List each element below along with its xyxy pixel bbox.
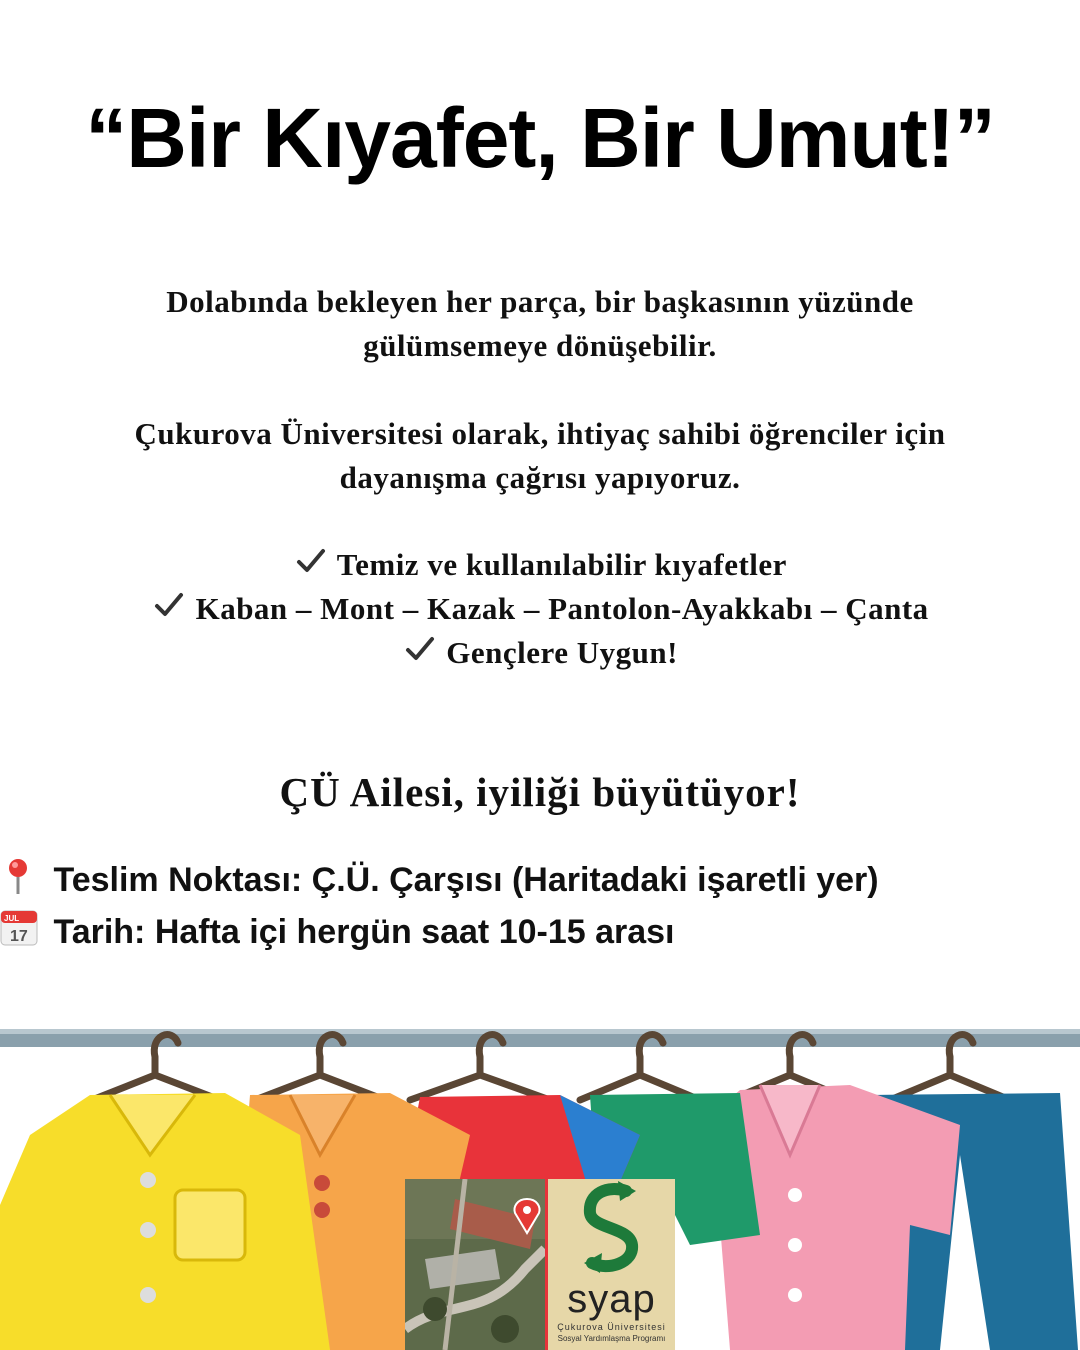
check-mark-icon [402,631,438,675]
checklist-text: Kaban – Mont – Kazak – Pantolon-Ayakkabı – Çanta [195,591,929,626]
logo-wordmark: syap [567,1277,656,1321]
calendar-month-label: JUL [4,914,20,923]
checklist-text: Temiz ve kullanılabilir kıyafetler [336,547,787,582]
motto: ÇÜ Ailesi, iyiliği büyütüyor! [279,769,801,815]
checklist [0,543,1080,675]
calendar-day-label: 17 [10,928,28,945]
call-line-2: dayanışma çağrısı yapıyoruz. [339,460,741,495]
checklist-text: Gençlere Uygun! [446,635,678,670]
check-mark-icon [293,543,329,587]
call-line-1: Çukurova Üniversitesi olarak, ihtiyaç sahibi öğrenciler için [134,416,946,451]
check-mark-icon [151,587,187,631]
checklist-item [0,631,1080,675]
intro-line-2: gülümsemeye dönüşebilir. [363,328,717,363]
logo-subtitle-university: Çukurova Üniversitesi [557,1322,666,1332]
calendar-icon [0,908,44,957]
date-info [0,908,1080,957]
checklist-item [0,587,1080,631]
map-pin-icon [0,856,44,905]
campus-map-thumbnail [405,1179,545,1350]
date-text: Tarih: Hafta içi hergün saat 10-15 arası [53,913,675,951]
logo-subtitle-program: Sosyal Yardımlaşma Programı [557,1334,666,1343]
delivery-text: Teslim Noktası: Ç.Ü. Çarşısı (Haritadaki işaretli yer) [53,861,879,899]
intro-line-1: Dolabında bekleyen her parça, bir başkasının yüzünde [166,284,914,319]
intro-text [0,280,1080,368]
delivery-point [0,856,1080,905]
page-title: “Bir Kıyafet, Bir Umut!” [85,91,995,185]
checklist-item [0,543,1080,587]
soyap-logo [548,1179,675,1350]
logo-emblem-icon [548,1179,675,1279]
call-text [0,412,1080,500]
